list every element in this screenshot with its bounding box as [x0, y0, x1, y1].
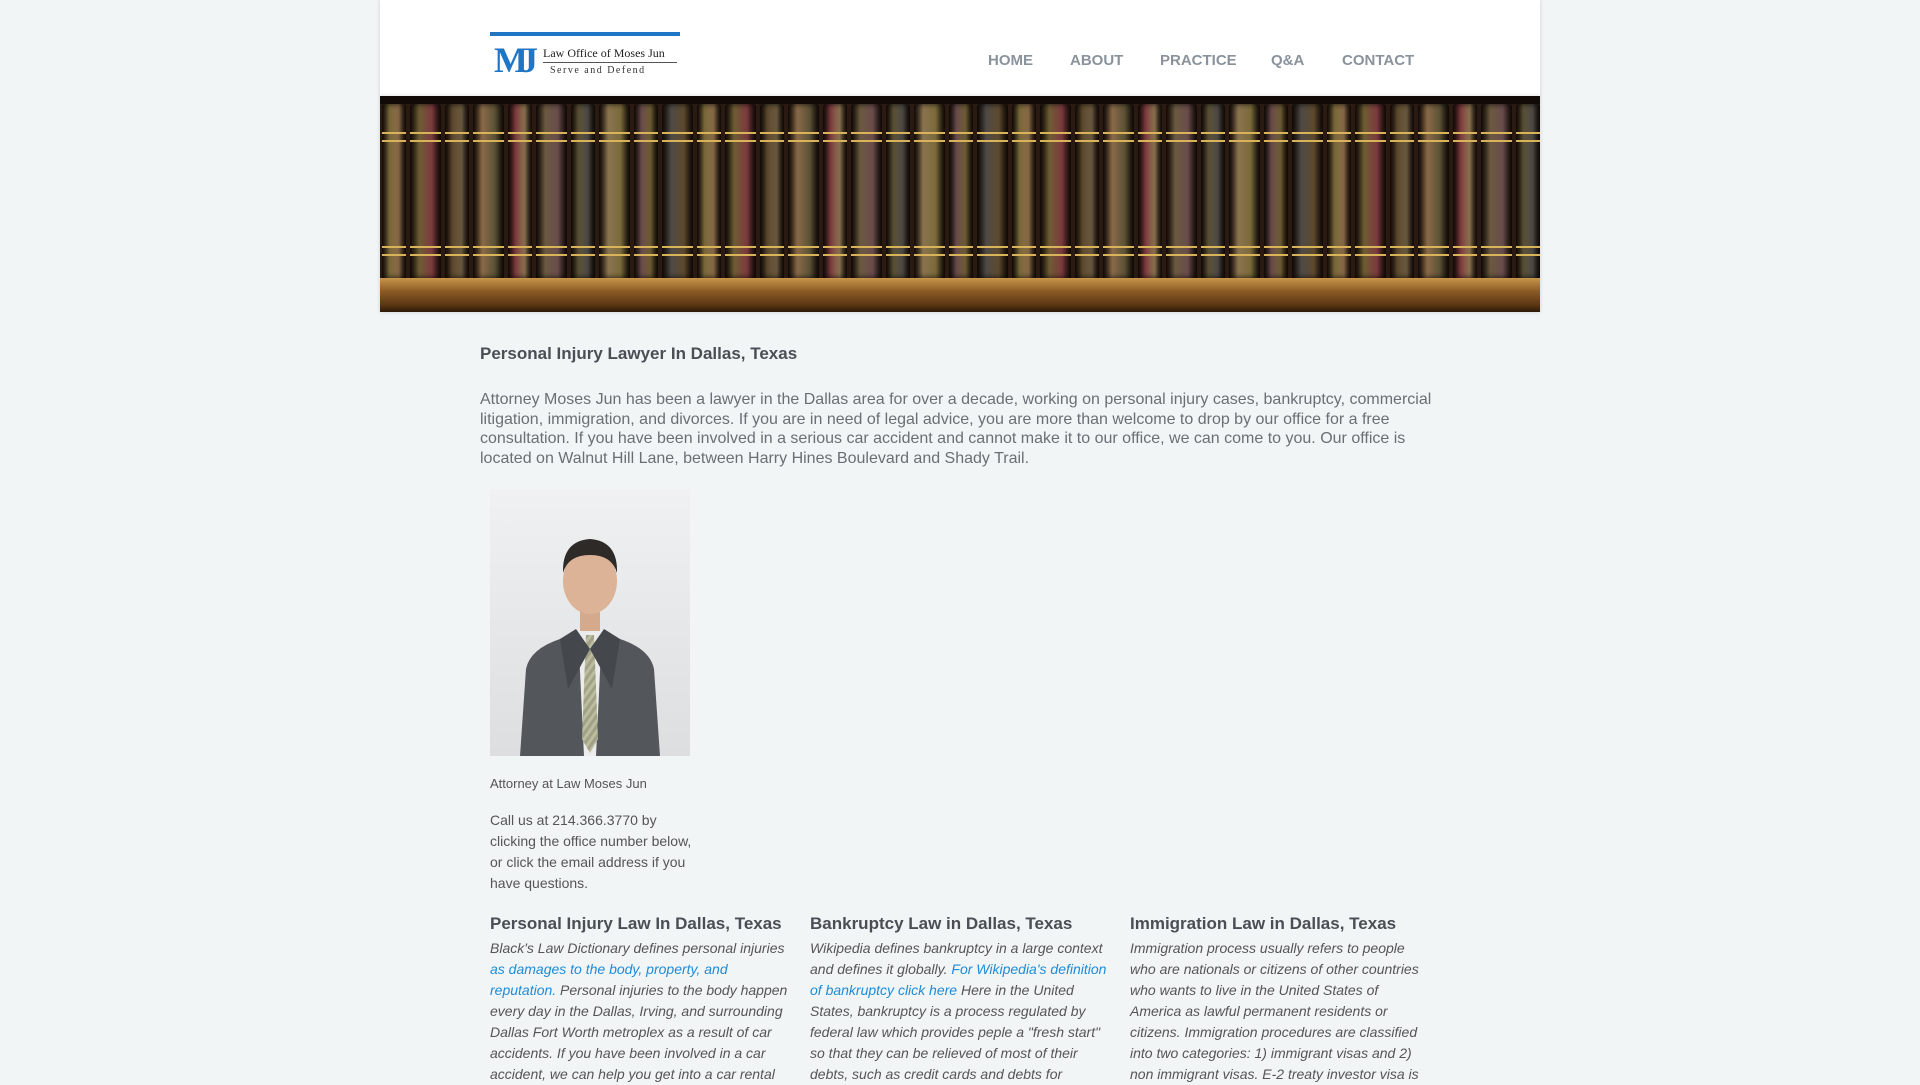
column-title: Bankruptcy Law in Dallas, Texas: [810, 914, 1073, 933]
logo-mark: MJ: [494, 40, 530, 80]
site-logo[interactable]: [490, 32, 680, 81]
book-spine: [1355, 104, 1386, 278]
wooden-shelf: [380, 278, 1540, 312]
book-spine: [788, 104, 819, 278]
column-title: Personal Injury Law In Dallas, Texas: [490, 914, 782, 933]
book-spine: [599, 104, 630, 278]
book-spine: [1481, 104, 1512, 278]
book-spine: [1453, 104, 1477, 278]
book-spine: [1229, 104, 1260, 278]
book-spine: [823, 104, 847, 278]
book-spine: [949, 104, 973, 278]
column-text-end: Personal injuries to the body happen every day in the Dallas, Irving, and surrounding Dallas Fort Worth metroplex as a result of car accidents. If you have been involved in a car accident, we can help you get into a car rental: [490, 982, 788, 1082]
practice-column-personal-injury: [490, 914, 790, 1085]
personal-injury-definition-link[interactable]: as damages to the body, property, and reputation.: [490, 961, 728, 998]
book-spine: [1418, 104, 1449, 278]
photo-caption: Attorney at Law Moses Jun: [490, 776, 647, 791]
book-spine: [662, 104, 693, 278]
call-to-action-text: Call us at 214.366.3770 by clicking the office number below, or click the email address if you have questions.: [490, 812, 692, 891]
book-spine: [508, 104, 532, 278]
book-spine: [886, 104, 910, 278]
column-title: Immigration Law in Dallas, Texas: [1130, 914, 1397, 933]
book-spine: [1012, 104, 1036, 278]
book-spine: [1390, 104, 1414, 278]
column-text-start: Immigration process usually refers to people who are nationals or citizens of other countries who wants to live in the United States of America as lawful permanent residents or citizens. Immigration procedures are classified into two categories: 1) immigrant visas and 2) non immigrant visas. E-2 treaty investor visa is: [1130, 940, 1419, 1082]
book-spine: [1264, 104, 1288, 278]
practice-column-immigration: [1130, 914, 1430, 1085]
book-spine: [725, 104, 756, 278]
bookshelf-banner: [380, 96, 1540, 312]
site-header: [380, 0, 1540, 96]
book-spine: [634, 104, 658, 278]
book-spine: [1292, 104, 1323, 278]
book-spine: [571, 104, 595, 278]
book-spine: [914, 104, 945, 278]
book-spine: [445, 104, 469, 278]
column-text-end: Here in the United States, bankruptcy is a process regulated by federal law which provides peple a "fresh start" so that they can be relieved of most of their debts, such as credit cards and debts for: [810, 982, 1101, 1082]
book-spine: [1516, 104, 1540, 278]
column-text-start: Black's Law Dictionary defines personal injuries: [490, 940, 785, 956]
page-title: Personal Injury Lawyer In Dallas, Texas: [480, 344, 798, 363]
nav-qa[interactable]: Q&A: [1271, 52, 1305, 69]
book-spine: [1327, 104, 1351, 278]
column-text-start: Wikipedia defines bankruptcy in a large context and defines it globally.: [810, 940, 1103, 977]
book-spine: [1103, 104, 1134, 278]
book-spine: [1166, 104, 1197, 278]
logo-name: Law Office of Moses Jun: [543, 46, 677, 63]
book-spine: [1075, 104, 1099, 278]
nav-home[interactable]: HOME: [988, 52, 1033, 69]
book-spine: [697, 104, 721, 278]
book-spine: [473, 104, 504, 278]
logo-tagline: Serve and Defend: [550, 65, 646, 76]
attorney-photo: [490, 489, 690, 756]
book-spine: [1138, 104, 1162, 278]
book-spine: [536, 104, 567, 278]
book-spine: [1201, 104, 1225, 278]
book-spine: [977, 104, 1008, 278]
column-text: [1130, 938, 1430, 1085]
intro-paragraph: Attorney Moses Jun has been a lawyer in the Dallas area for over a decade, working on personal injury cases, bankruptcy, commercial litigation, immigration, and divorces. If you are in need of legal advice, you are more than welcome to drop by our office for a free consultation. If you have been involved in a serious car accident and cannot make it to our office, we can come to you. Our office is located on Walnut Hill Lane, between Harry Hines Boulevard and Shady Trail.: [480, 391, 1432, 467]
wikipedia-bankruptcy-link[interactable]: For Wikipedia's definition of bankruptcy click here: [810, 961, 1107, 998]
book-spine: [382, 104, 406, 278]
column-text: [490, 938, 790, 1085]
nav-about[interactable]: ABOUT: [1070, 52, 1124, 69]
book-spine: [851, 104, 882, 278]
practice-column-bankruptcy: [810, 914, 1110, 1085]
nav-practice[interactable]: PRACTICE: [1160, 52, 1237, 69]
column-text: [810, 938, 1110, 1085]
book-spine: [1040, 104, 1071, 278]
book-spine: [760, 104, 784, 278]
book-spine: [410, 104, 441, 278]
nav-contact[interactable]: CONTACT: [1342, 52, 1415, 69]
